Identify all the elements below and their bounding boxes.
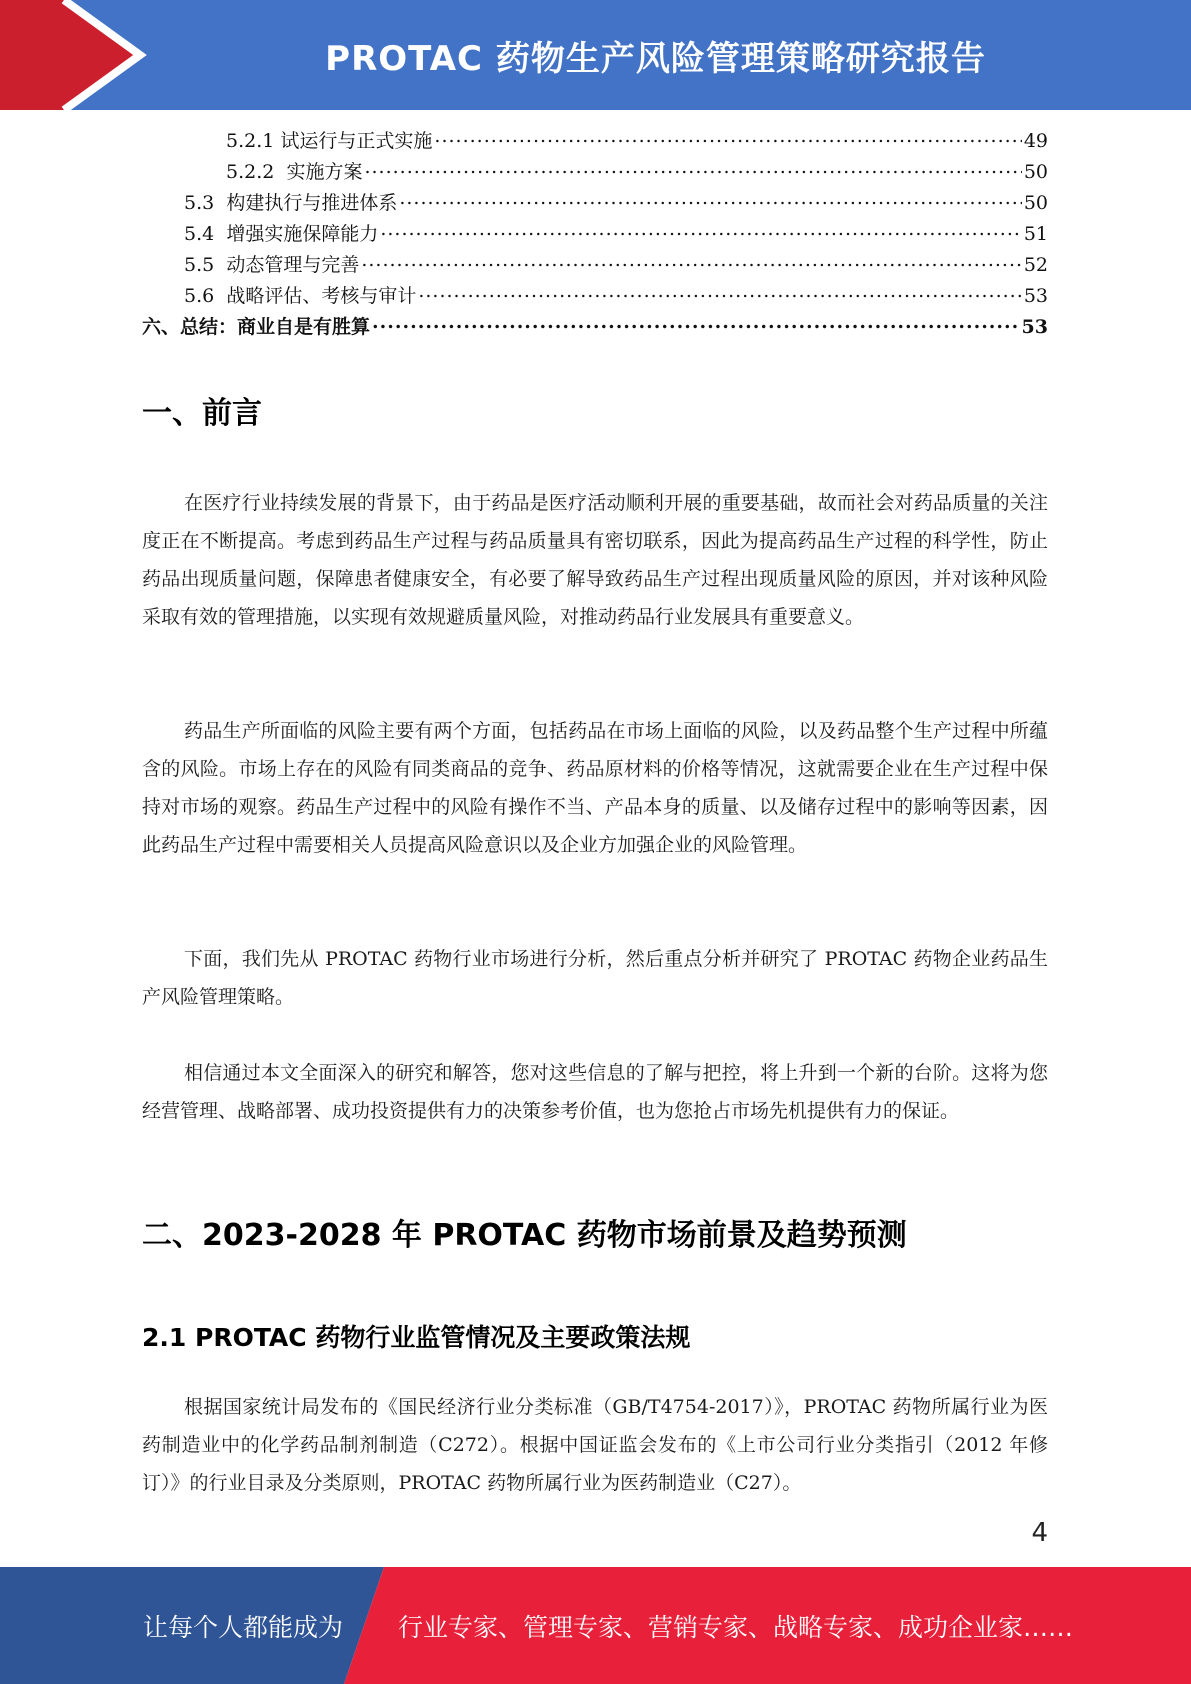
toc-entry-page: 50 bbox=[1023, 161, 1048, 183]
footer-slogan-left: 让每个人都能成为 bbox=[143, 1612, 344, 1642]
footer-slogan-right: 行业专家、管理专家、营销专家、战略专家、成功企业家…… bbox=[398, 1612, 1074, 1642]
toc-leader bbox=[399, 190, 1021, 209]
body-paragraph: 在医疗行业持续发展的背景下，由于药品是医疗活动顺利开展的重要基础，故而社会对药品质量的关注度正在不断提高。考虑到药品生产过程与药品质量具有密切联系，因此为提高药品生产过程的科学性，防止药品出现质量问题，保障患者健康安全，有必要了解导致药品生产过程出现质量风险的原因，并对该种风险采取有效的管理措施，以实现有效规避质量风险，对推动药品行业发展具有重要意义。 bbox=[142, 492, 1048, 628]
toc-leader bbox=[418, 283, 1021, 302]
toc-entry-text: 六、总结：商业自是有胜算 bbox=[142, 316, 371, 338]
toc-entry-text: 实施方案 bbox=[286, 161, 363, 183]
page-number: 4 bbox=[1031, 1518, 1048, 1548]
toc-entry-page: 53 bbox=[1021, 316, 1048, 338]
toc-entry-page: 52 bbox=[1023, 254, 1048, 276]
body-paragraph: 药品生产所面临的风险主要有两个方面，包括药品在市场上面临的风险，以及药品整个生产过程中所蕴含的风险。市场上存在的风险有同类商品的竞争、药品原材料的价格等情况，这就需要企业在生产过程中保持对市场的观察。药品生产过程中的风险有操作不当、产品本身的质量、以及储存过程中的影响等因素，因此药品生产过程中需要相关人员提高风险意识以及企业方加强企业的风险管理。 bbox=[142, 720, 1048, 856]
toc-leader bbox=[364, 159, 1021, 178]
toc-leader bbox=[372, 314, 1020, 333]
toc-entry[interactable] bbox=[142, 157, 1048, 188]
toc-entry[interactable] bbox=[142, 250, 1048, 281]
toc-entry-text: 试运行与正式实施 bbox=[280, 130, 433, 152]
toc-entry-number: 5.4 bbox=[184, 223, 215, 245]
toc-entry-number: 5.2.2 bbox=[226, 161, 275, 183]
toc-entry-text: 战略评估、考核与审计 bbox=[226, 285, 417, 307]
toc-leader bbox=[361, 252, 1021, 271]
toc-entry[interactable] bbox=[142, 188, 1048, 219]
toc-entry[interactable] bbox=[142, 219, 1048, 250]
toc-entry[interactable] bbox=[142, 312, 1048, 343]
toc-entry-page: 49 bbox=[1023, 130, 1048, 152]
toc-entry-page: 53 bbox=[1023, 285, 1048, 307]
toc-entry-number: 5.6 bbox=[184, 285, 215, 307]
section-heading-preface: 一、前言 bbox=[142, 396, 262, 431]
toc-entry-number: 5.2.1 bbox=[226, 130, 275, 152]
body-paragraph: 相信通过本文全面深入的研究和解答，您对这些信息的了解与把控，将上升到一个新的台阶。这将为您经营管理、战略部署、成功投资提供有力的决策参考价值，也为您抢占市场先机提供有力的保证。 bbox=[142, 1062, 1048, 1122]
toc-entry[interactable] bbox=[142, 281, 1048, 312]
subsection-heading-regulation: 2.1 PROTAC 药物行业监管情况及主要政策法规 bbox=[142, 1323, 691, 1352]
toc-entry-page: 50 bbox=[1023, 192, 1048, 214]
toc-entry[interactable] bbox=[142, 126, 1048, 157]
section-heading-market-outlook: 二、2023-2028 年 PROTAC 药物市场前景及趋势预测 bbox=[142, 1218, 907, 1253]
toc-entry-text: 动态管理与完善 bbox=[226, 254, 360, 276]
toc-entry-text: 增强实施保障能力 bbox=[226, 223, 379, 245]
toc-entry-number: 5.3 bbox=[184, 192, 215, 214]
page-header bbox=[0, 0, 1191, 110]
toc-entry-page: 51 bbox=[1023, 223, 1048, 245]
toc-entry-text: 构建执行与推进体系 bbox=[226, 192, 398, 214]
table-of-contents bbox=[142, 126, 1048, 343]
toc-entry-number: 5.5 bbox=[184, 254, 215, 276]
toc-leader bbox=[380, 221, 1021, 240]
toc-leader bbox=[434, 128, 1021, 147]
header-title: PROTAC 药物生产风险管理策略研究报告 bbox=[325, 38, 986, 79]
body-paragraph: 根据国家统计局发布的《国民经济行业分类标准（GB/T4754-2017）》，PROTAC 药物所属行业为医药制造业中的化学药品制剂制造（C272）。根据中国证监会发布的《上市公司行业分类指引（2012 年修订）》的行业目录及分类原则，PROTAC 药物所属行业为医药制造业（C27）。 bbox=[142, 1396, 1048, 1494]
header-arrow-decoration bbox=[0, 0, 160, 110]
body-paragraph: 下面，我们先从 PROTAC 药物行业市场进行分析，然后重点分析并研究了 PROTAC 药物企业药品生产风险管理策略。 bbox=[142, 948, 1048, 1008]
page-footer bbox=[0, 1567, 1191, 1684]
